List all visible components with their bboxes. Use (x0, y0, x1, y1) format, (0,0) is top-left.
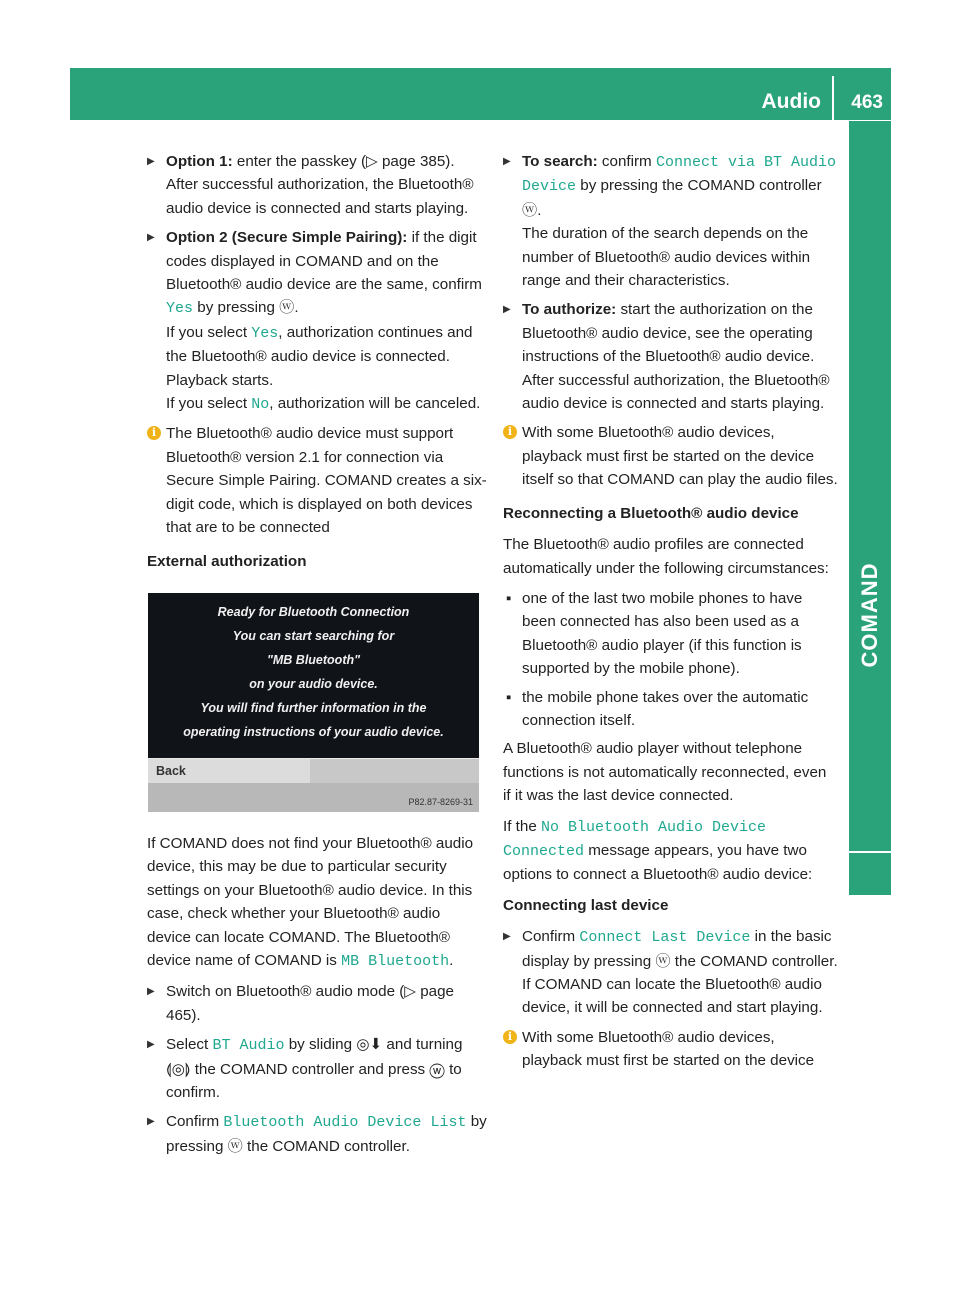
screen-line: You can start searching for (232, 628, 395, 643)
step-text: if the digit codes displayed in COMAND and on the Bluetooth® audio device are the same, confirm (166, 229, 482, 294)
info-note (503, 421, 838, 491)
step-text: enter the passkey (▷ page 385). After successful authorization, the Bluetooth® audio device is connected and starts playing. (166, 153, 474, 217)
step-text: start the authorization on the Bluetooth® audio device, see the operating instructions of the Bluetooth® audio device. (522, 301, 815, 366)
step-text: in the basic display by pressing ⓦ the COMAND controller. (522, 928, 838, 970)
step-text: by pressing ⓦ the COMAND controller. (166, 1113, 487, 1155)
list-item: ▪ one of the last two mobile phones to have been connected has also been used as a Bluetooth® audio player (if this function is supported by the mobile phone). (503, 587, 838, 681)
screen-line: Ready for Bluetooth Connection (217, 604, 410, 619)
paragraph: A Bluetooth® audio player without telephone functions is not automatically reconnected, even if it was the last device connected. (503, 740, 827, 805)
step-text: If you select (166, 395, 248, 413)
step-text: Select (166, 1036, 209, 1054)
step-option-1 (147, 150, 487, 220)
info-note (503, 1026, 838, 1073)
step-text: by pressing the COMAND controller ⓦ. (522, 177, 822, 219)
back-button[interactable]: Back (148, 759, 310, 783)
info-icon: i (147, 426, 161, 440)
screen-button-bar (148, 758, 479, 783)
left-column (147, 150, 487, 1164)
menu-item-device-list: Bluetooth Audio Device List (223, 1114, 467, 1132)
chapter-tab-label-wrap (838, 535, 902, 695)
screen-line: on your audio device. (249, 676, 378, 691)
chapter-marker (849, 853, 891, 895)
step-authorize (503, 298, 838, 415)
step-text: Switch on Bluetooth® audio mode (▷ page 465). (166, 983, 454, 1024)
menu-item-bt-audio: BT Audio (212, 1037, 285, 1055)
menu-item-no: No (251, 396, 270, 414)
right-column (503, 150, 838, 1083)
device-name: MB Bluetooth (341, 952, 450, 970)
message-text: No Bluetooth Audio Device Connected (503, 818, 767, 860)
step-text: After successful authorization, the Bluetooth® audio device is connected and starts playing. (522, 371, 830, 413)
step-confirm-last (503, 925, 838, 1020)
info-icon: i (503, 425, 517, 439)
step-text: Confirm (522, 928, 576, 946)
paragraph (147, 832, 487, 973)
section-heading: Connecting last device (503, 896, 669, 914)
screen-line: You will find further information in the (200, 700, 427, 715)
step-confirm-list (147, 1110, 487, 1158)
step-text: confirm (601, 153, 652, 170)
menu-item-yes: Yes (251, 324, 279, 342)
paragraph-text: If the (503, 817, 537, 835)
paragraph-text: . (449, 951, 454, 969)
section-heading: External authorization (147, 552, 307, 570)
step-label: To authorize: (522, 301, 617, 319)
info-icon: i (503, 1030, 517, 1044)
menu-item-yes: Yes (166, 300, 194, 318)
image-code: P82.87-8269-31 (408, 796, 473, 807)
page-number: 463 (851, 92, 883, 113)
step-text: by sliding ◎⬇ and turning ⟬◎⟭ the COMAND controller and press ⓦ to confirm. (166, 1036, 463, 1101)
page-header (70, 68, 891, 120)
info-note (147, 422, 487, 539)
step-label: Option 2 (Secure Simple Pairing): (166, 229, 408, 247)
screen-line: operating instructions of your audio device. (183, 724, 444, 739)
step-switch-on (147, 980, 487, 1027)
step-select-bt-audio (147, 1033, 487, 1104)
chapter-tab-label: COMAND (857, 562, 882, 668)
step-text: by pressing ⓦ. (197, 299, 299, 317)
step-search (503, 150, 838, 292)
section-heading: Reconnecting a Bluetooth® audio device (503, 504, 799, 522)
screen-footer (148, 783, 479, 812)
chapter-tab (849, 121, 891, 851)
step-text: Confirm (166, 1113, 220, 1131)
step-label: Option 1: (166, 153, 233, 170)
step-text: , authorization continues and the Bluetooth® audio device is connected. Playback starts. (166, 323, 473, 389)
menu-item-connect-bt: Connect via BT Audio Device (522, 154, 836, 196)
note-text: The Bluetooth® audio device must support Bluetooth® version 2.1 for connection via Secure Simple Pairing. COMAND creates a six-digit code, which is displayed on both devices that are to be connected (166, 425, 487, 537)
paragraph: The Bluetooth® audio profiles are connected automatically under the following circumstances: (503, 536, 829, 577)
step-option-2 (147, 226, 487, 416)
section-title: Audio (761, 90, 821, 113)
step-text: If COMAND can locate the Bluetooth® audio device, it will be connected and start playing. (522, 976, 823, 1017)
paragraph (503, 815, 838, 887)
step-text: The duration of the search depends on the number of Bluetooth® audio devices within range and their characteristics. (522, 225, 811, 290)
header-divider (832, 76, 834, 120)
step-text: If you select (166, 323, 248, 341)
list-item: ▪ the mobile phone takes over the automatic connection itself. (503, 686, 838, 733)
step-label: To search: (522, 153, 598, 170)
comand-screenshot (148, 593, 479, 812)
screen-line: "MB Bluetooth" (266, 652, 361, 667)
paragraph-text: If COMAND does not find your Bluetooth® audio device, this may be due to particular security settings on your Bluetooth® audio device. In this case, check whether your Bluetooth® audio device can locate COMAND. The Bluetooth® device name of COMAND is (147, 834, 474, 969)
note-text: With some Bluetooth® audio devices, playback must first be started on the device (522, 1028, 815, 1070)
menu-item-connect-last: Connect Last Device (579, 929, 751, 947)
note-text: With some Bluetooth® audio devices, playback must first be started on the device itself so that COMAND can play the audio files. (522, 424, 838, 489)
step-text: , authorization will be canceled. (269, 395, 481, 413)
paragraph-text: message appears, you have two options to connect a Bluetooth® audio device: (503, 841, 813, 884)
